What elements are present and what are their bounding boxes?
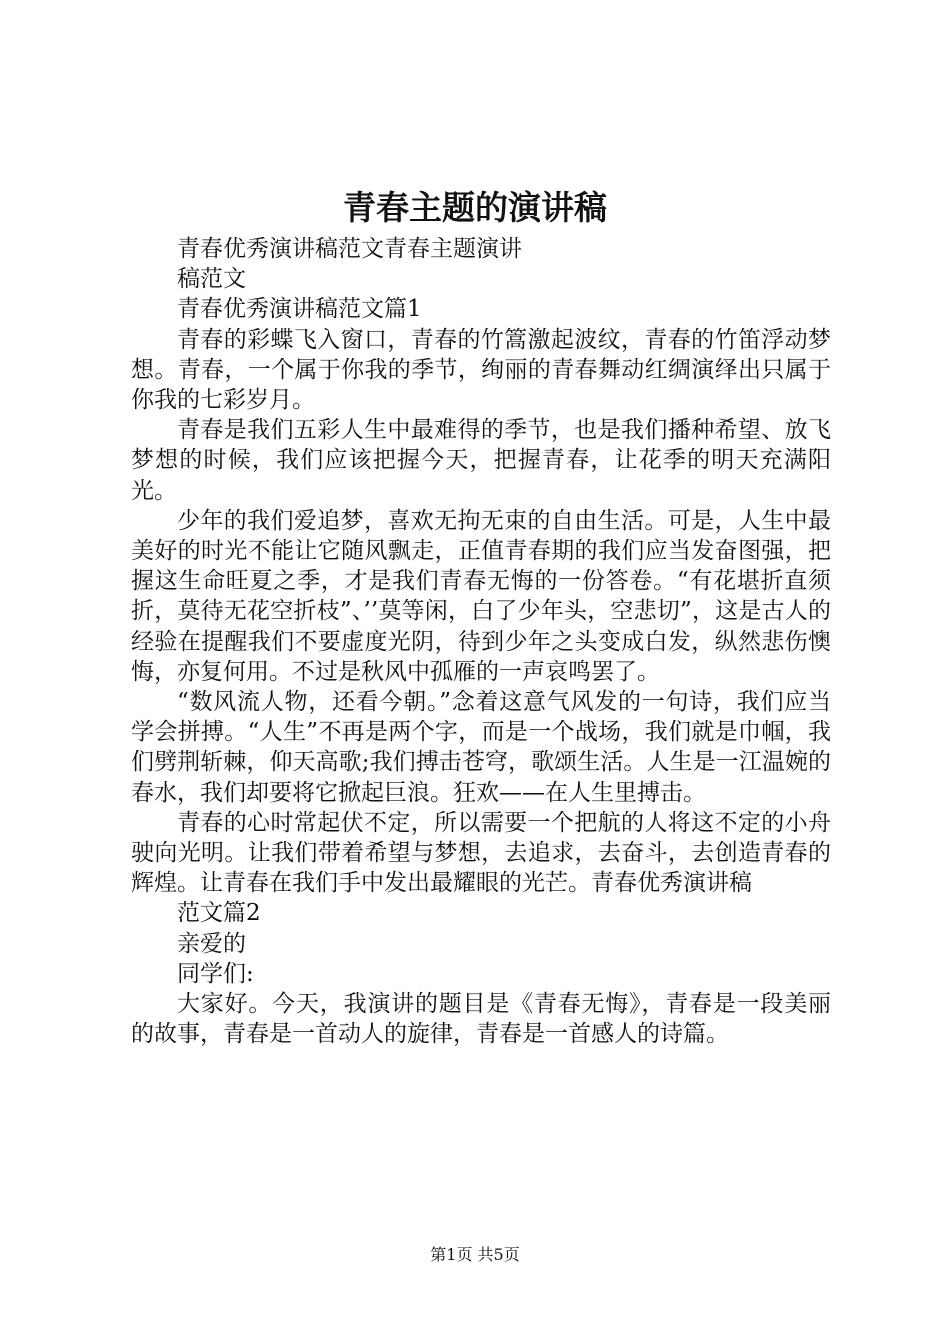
paragraph: 青春是我们五彩人生中最难得的季节，也是我们播种希望、放飞梦想的时候，我们应该把握今天，把握青春，让花季的明天充满阳光。 [131, 417, 831, 504]
paragraph: 少年的我们爱追梦，喜欢无拘无束的自由生活。可是，人生中最美好的时光不能让它随风飘走，正值青春期的我们应当发奋图强，把握这生命旺夏之季，才是我们青春无悔的一份答卷。“有花堪折直须折，莫待无花空折枝”、’’莫等闲，白了少年头，空悲切”，这是古人的经验在提醒我们不要虚度光阴，待到少年之头变成白发，纵然悲伤懊悔，亦复何用。不过是秋风中孤雁的一声哀鸣罢了。 [131, 507, 831, 685]
section-heading: 范文篇2 [177, 900, 261, 927]
paragraph: 青春的彩蝶飞入窗口，青春的竹篙激起波纹，青春的竹笛浮动梦想。青春，一个属于你我的季节，绚丽的青春舞动红绸演绎出只属于你我的七彩岁月。 [131, 326, 831, 414]
paragraph: 亲爱的 [177, 930, 246, 957]
paragraph: 大家好。今天，我演讲的题目是《青春无悔》，青春是一段美丽的故事，青春是一首动人的旋律，青春是一首感人的诗篇。 [131, 991, 831, 1048]
document-body [131, 234, 831, 1049]
paragraph: 青春优秀演讲稿范文青春主题演讲 [177, 236, 522, 262]
section-heading: 青春优秀演讲稿范文篇1 [177, 296, 422, 323]
paragraph: 同学们: [177, 960, 254, 987]
document-title: 青春主题的演讲稿 [343, 188, 607, 227]
paragraph: “数风流人物，还看今朝。”念着这意气风发的一句诗，我们应当学会拼搏。“人生”不再是两个字，而是一个战场，我们就是巾帼，我们劈荆斩棘，仰天高歌;我们搏击苍穹，歌颂生活。人生是一江温婉的春水，我们却要将它掀起巨浪。狂欢——在人生里搏击。 [131, 689, 831, 806]
paragraph: 稿范文 [177, 266, 246, 293]
paragraph: 青春的心时常起伏不定，所以需要一个把航的人将这不定的小舟驶向光明。让我们带着希望与梦想，去追求，去奋斗，去创造青春的辉煌。让青春在我们手中发出最耀眼的光芒。青春优秀演讲稿 [131, 809, 831, 897]
page-number: 第1页 共5页 [430, 1245, 520, 1264]
